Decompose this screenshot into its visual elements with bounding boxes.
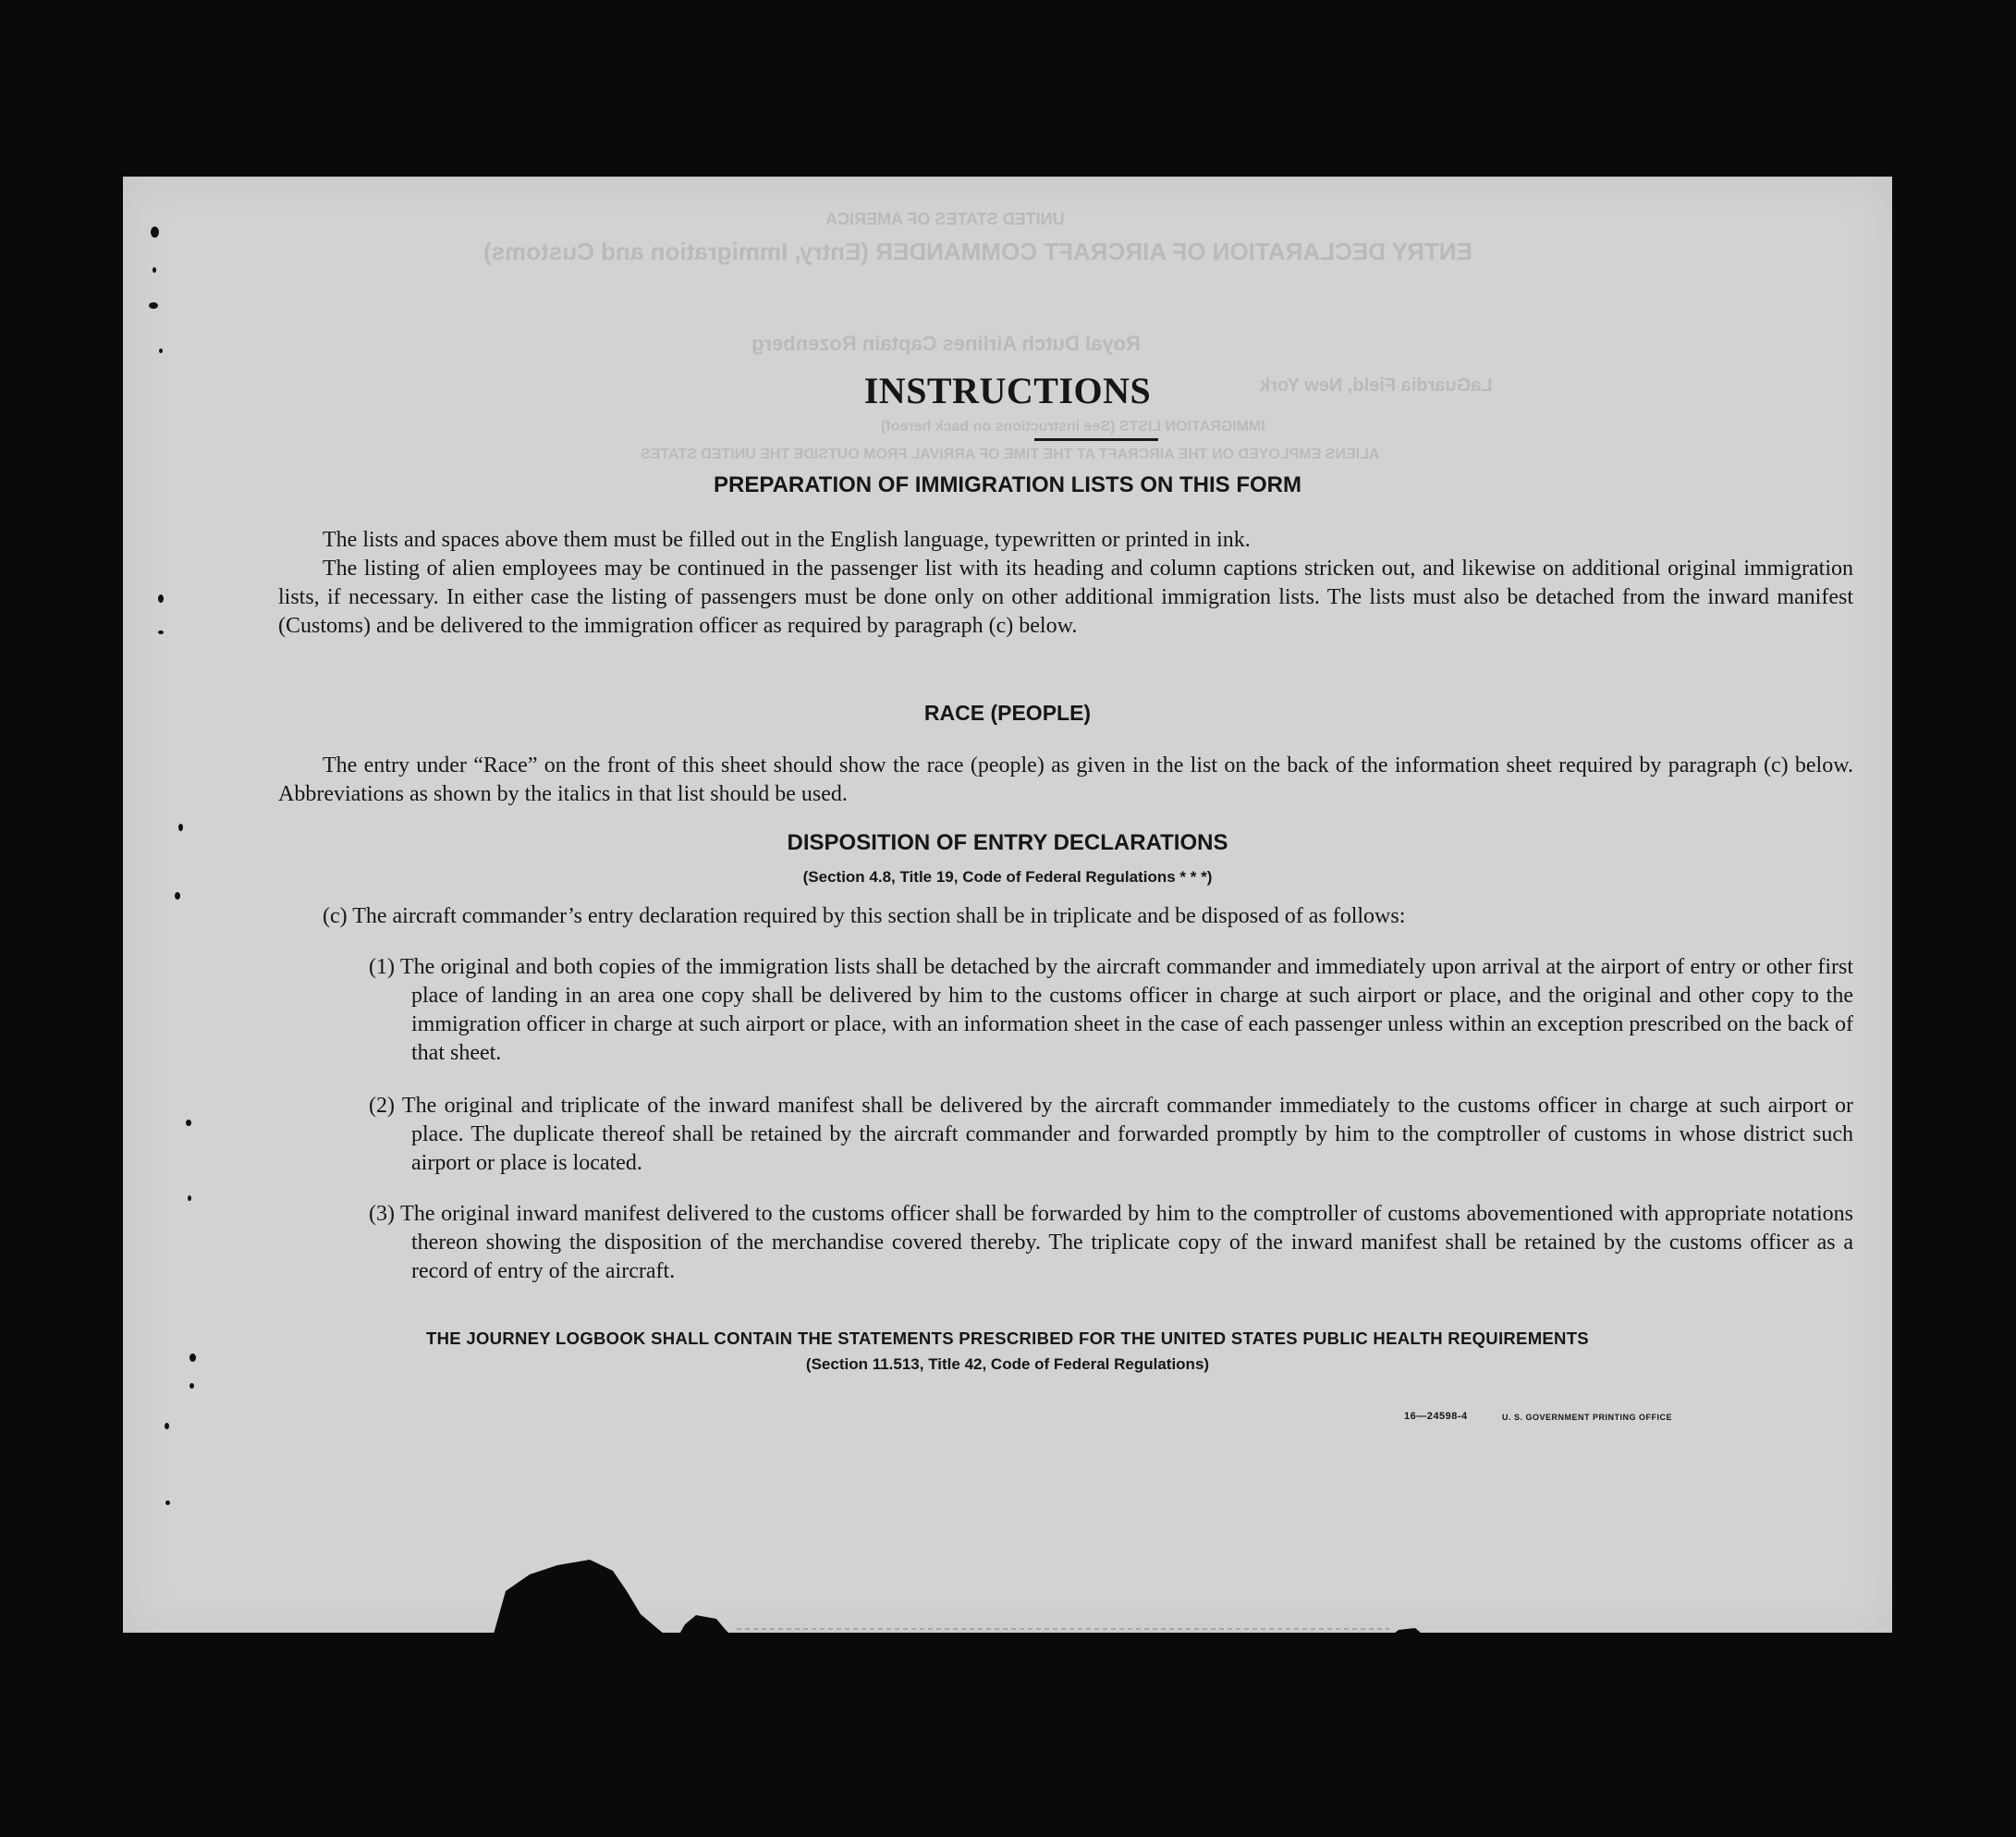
section-heading-logbook: THE JOURNEY LOGBOOK SHALL CONTAIN THE STATEMENTS PRESCRIBED FOR THE UNITED STATES PUBLIC HEALTH REQUIREMENTS bbox=[426, 1329, 1589, 1348]
bleed-through-line: IMMIGRATION LISTS (See instructions on back hereof) bbox=[881, 419, 1265, 435]
section-subheading-logbook: (Section 11.513, Title 42, Code of Federal Regulations) bbox=[805, 1355, 1210, 1373]
section-heading-race: RACE (PEOPLE) bbox=[923, 701, 1092, 725]
bleed-through-line: Royal Dutch Airlines Captain Rozenberg bbox=[751, 332, 1141, 355]
document-page bbox=[123, 177, 1892, 1637]
bleed-through-line: UNITED STATES OF AMERICA bbox=[825, 210, 1065, 228]
bleed-through-line: ENTRY DECLARATION OF AIRCRAFT COMMANDER (Entry, Immigration and Customs) bbox=[483, 238, 1472, 265]
section-subheading-disposition: (Section 4.8, Title 19, Code of Federal Regulations * * *) bbox=[802, 868, 1213, 886]
disposition-intro-text: (c) The aircraft commander’s entry declaration required by this section shall be in triplicate and be disposed of as follows: bbox=[323, 904, 1406, 928]
torn-edge bbox=[123, 177, 1892, 1637]
disposition-item-3: (3) The original inward manifest delivered to the customs officer shall be forwarded by him to the comptroller of customs abovementioned with appropriate notations thereon showing the disposition of the merchandise covered thereby. The triplicate copy of the inward manifest shall be retained by the customs officer as a record of entry of the aircraft. bbox=[369, 1202, 1853, 1283]
print-code: 16—24598-4 bbox=[1404, 1411, 1468, 1422]
printing-office: U. S. GOVERNMENT PRINTING OFFICE bbox=[1502, 1413, 1673, 1422]
preparation-paragraph-2: The listing of alien employees may be continued in the passenger list with its heading and column captions stricken out, and likewise on additional original immigration lists, if necessary. In either case the listing of passengers must be done only on other additional immigration lists. The lists must also be detached from the inward manifest (Customs) and be delivered to the immigration officer as required by paragraph (c) below. bbox=[278, 557, 1853, 638]
disposition-item-2: (2) The original and triplicate of the inward manifest shall be delivered by the aircraft commander immediately to the customs officer in charge at such airport or place. The duplicate thereof shall be retained by the aircraft commander and forwarded promptly by him to the comptroller of customs in whose district such airport or place is located. bbox=[369, 1094, 1853, 1175]
disposition-item-1: (1) The original and both copies of the immigration lists shall be detached by the aircraft commander and immediately upon arrival at the airport of entry or other first place of landing in an area one copy shall be delivered by him to the customs officer in charge at such airport or place, and the original and other copy to the immigration officer in charge at such airport or place, with an information sheet in the case of each passenger unless within an exception prescribed on the back of that sheet. bbox=[369, 955, 1853, 1065]
section-heading-disposition: DISPOSITION OF ENTRY DECLARATIONS bbox=[787, 830, 1228, 855]
preparation-paragraph-1: The lists and spaces above them must be filled out in the English language, typewritten or printed in ink. bbox=[323, 528, 1251, 552]
page-title: INSTRUCTIONS bbox=[863, 370, 1152, 411]
section-heading-preparation: PREPARATION OF IMMIGRATION LISTS ON THIS FORM bbox=[714, 472, 1301, 497]
race-paragraph: The entry under “Race” on the front of this sheet should show the race (people) as given in the list on the back of the information sheet required by paragraph (c) below. Abbreviations as shown by the italics in that list should be used. bbox=[278, 753, 1853, 806]
bleed-through-line: ALIENS EMPLOYED ON THE AIRCRAFT AT THE TIME OF ARRIVAL FROM OUTSIDE THE UNITED STATES bbox=[641, 447, 1380, 462]
bleed-through-line: LaGuardia Field, New York bbox=[1260, 375, 1493, 396]
